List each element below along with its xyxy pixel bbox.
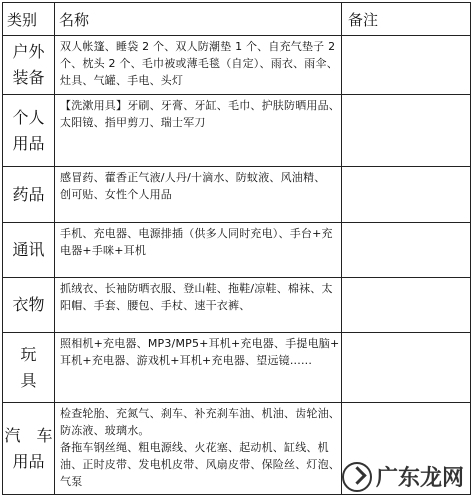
category-label: 个人	[12, 107, 45, 127]
header-row	[3, 3, 471, 36]
items-cell	[55, 223, 342, 278]
item-text: 备拖车钢丝绳、粗电源线、火花塞、起动机、缸线、机	[60, 441, 329, 454]
watermark-text: 广东龙网	[375, 466, 464, 491]
item-text: 双人帐篷、睡袋 2 个、双人防潮垫 1 个、自充气垫子 2	[60, 40, 336, 53]
items-cell	[55, 167, 342, 223]
items-cell	[55, 403, 342, 495]
table-row	[3, 333, 471, 403]
category-label: 用品	[12, 451, 45, 471]
header-name: 名称	[55, 3, 342, 36]
item-text: 防冻液、玻璃水。	[60, 424, 150, 437]
item-text: 【洗漱用具】牙刷、牙膏、牙缸、毛巾、护肤防晒用品、	[60, 99, 340, 112]
category-label: 汽 车	[4, 425, 53, 445]
items-cell	[55, 36, 342, 95]
note-cell	[342, 95, 471, 167]
packing-list-table	[2, 2, 471, 495]
table-row	[3, 95, 471, 167]
item-text: 气泵	[60, 475, 83, 488]
category-cell	[3, 36, 55, 95]
category-label: 玩	[20, 344, 37, 364]
item-text: 检查轮胎、充氮气、刹车、补充刹车油、机油、齿轮油、	[60, 407, 340, 420]
category-cell	[3, 403, 55, 495]
note-cell	[342, 167, 471, 223]
category-label: 户外	[12, 42, 45, 61]
category-cell	[3, 278, 55, 333]
item-text: 创可贴、女性个人用品	[60, 188, 172, 201]
category-cell	[3, 167, 55, 223]
items-cell	[55, 95, 342, 167]
note-cell	[342, 223, 471, 278]
item-text: 照相机+充电器、MP3/MP5+耳机+充电器、手提电脑+	[60, 337, 340, 350]
item-text: 灶具、气罐、手电、头灯	[60, 74, 184, 87]
category-label: 药品	[12, 184, 45, 204]
category-cell	[3, 333, 55, 403]
item-text: 太阳镜、指甲剪刀、瑞士军刀	[60, 116, 206, 129]
header-note: 备注	[342, 3, 471, 36]
header-category: 类别	[3, 3, 55, 36]
table-row	[3, 278, 471, 333]
item-text: 个、枕头 2 个、毛巾被或薄毛毯（自定）、雨衣、雨伞、	[60, 57, 338, 70]
items-cell	[55, 333, 342, 403]
item-text: 感冒药、藿香正气液/人丹/十滴水、防蚊液、风油精、	[60, 171, 326, 184]
category-cell	[3, 223, 55, 278]
note-cell	[342, 333, 471, 403]
category-label: 衣物	[12, 295, 45, 314]
items-cell	[55, 278, 342, 333]
table-row	[3, 167, 471, 223]
item-text: 抓绒衣、长袖防晒衣服、登山鞋、拖鞋/凉鞋、棉袜、太	[60, 282, 333, 295]
item-text: 手机、充电器、电源排插（供多人同时充电）、手台+充	[60, 227, 333, 240]
note-cell	[342, 36, 471, 95]
note-cell	[342, 278, 471, 333]
item-text: 油、正时皮带、发电机皮带、风扇皮带、保险丝、灯泡、	[60, 458, 340, 471]
category-label: 通讯	[12, 240, 45, 259]
item-text: 阳帽、手套、腰包、手杖、速干衣裤、	[60, 299, 251, 312]
category-label: 用品	[12, 133, 45, 153]
watermark-icon	[342, 462, 372, 492]
category-label: 具	[20, 370, 37, 390]
table-row	[3, 36, 471, 95]
category-label: 装备	[12, 68, 45, 87]
table-row	[3, 223, 471, 278]
category-cell	[3, 95, 55, 167]
watermark-logo	[342, 461, 464, 492]
item-text: 耳机+充电器、游戏机+耳机+充电器、望远镜......	[60, 354, 313, 367]
item-text: 电器+手咪+耳机	[60, 244, 147, 257]
